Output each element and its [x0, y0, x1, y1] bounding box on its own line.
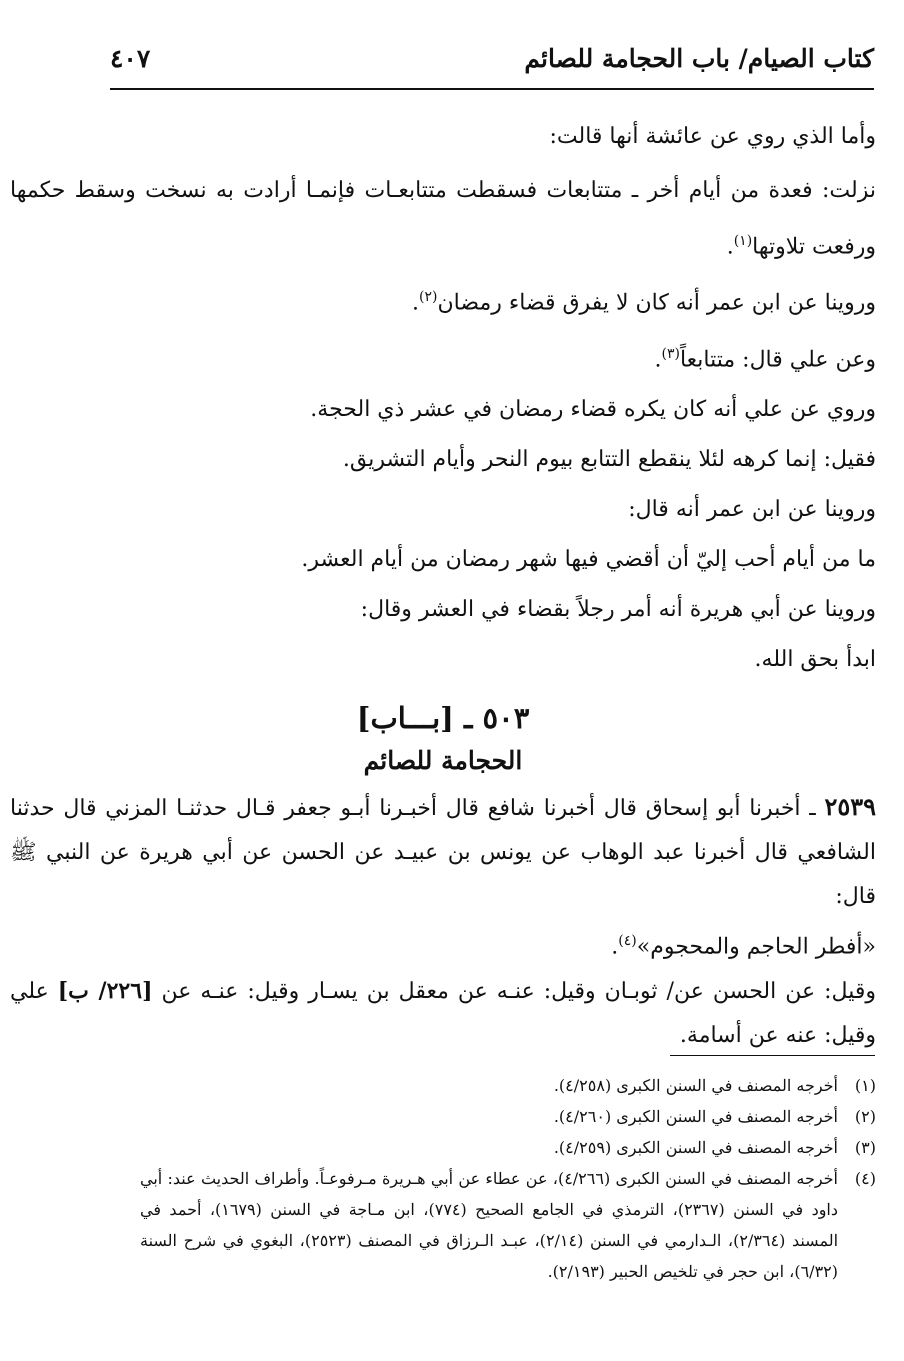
paragraph: وعن علي قال: متتابعاً$^{(٣)}$.	[654, 345, 876, 372]
footnote-number: (٤)	[854, 1169, 876, 1188]
footnote-number: (٢)	[854, 1107, 876, 1126]
paragraph: فقيل: إنما كرهه لئلا ينقطع التتابع بيوم النحر وأيام التشريق.	[342, 446, 876, 472]
footnote-number: (٣)	[854, 1138, 876, 1157]
footnote-ref: (١)	[733, 233, 753, 249]
footnote-ref: (٤)	[618, 932, 637, 949]
folio-reference: [٢٢٦/ ب]	[57, 978, 153, 1005]
hadith-quote: «أفطر الحاجم والمحجوم»$^{(٤)}$.	[611, 932, 876, 960]
paragraph: وروي عن علي أنه كان يكره قضاء رمضان في عشر ذي الحجة.	[310, 396, 876, 422]
footnote-text: أخرجه المصنف في السنن الكبرى (٤/٢٦٠).	[553, 1107, 838, 1126]
footnotes	[140, 1070, 876, 1287]
hadith-text: ٢٥٣٩ ـ أخبرنا أبو إسحاق قال أخبرنا شافع قال أخبـرنا أبـو جعفر قـال حدثنـا المزني قال حدثنا الشافعي قال أخبرنا عبد الوهاب عن يونس بن عبيـد عن الحسن عن أبي هريرة عن النبي ﷺ قال:	[10, 791, 877, 909]
main-text	[10, 112, 876, 1058]
page-number: ٤٠٧	[110, 44, 151, 73]
section-heading: ٥٠٣ ـ [بـــاب]	[356, 700, 530, 735]
paragraph: نزلت: فعدة من أيام أخر ـ متتابعات فسقطت متتابعـات فإنمـا أرادت به نسخت وسقط حكمها ورفعت تلاوتها$^{(١)}$.	[10, 178, 876, 260]
footnote-separator	[670, 1055, 875, 1056]
paragraph: ما من أيام أحب إليّ أن أقضي فيها شهر رمضان من أيام العشر.	[301, 546, 876, 572]
section-subheading: الحجامة للصائم	[363, 745, 523, 775]
paragraph: وروينا عن ابن عمر أنه قال:	[628, 496, 876, 522]
hadith-block	[10, 785, 876, 1058]
footnote	[140, 1070, 876, 1101]
footnote	[140, 1132, 876, 1163]
hadith-number: ٢٥٣٩	[824, 791, 877, 821]
footnote-number: (١)	[854, 1076, 876, 1095]
footnote-ref: (٢)	[419, 289, 438, 306]
running-title: كتاب الصيام/ باب الحجامة للصائم	[524, 44, 874, 73]
footnote-text: أخرجه المصنف في السنن الكبرى (٤/٢٥٨).	[553, 1076, 838, 1095]
hadith-chain: وقيل: عن الحسن عن/ ثوبـان وقيل: عنـه عن معقل بن يسـار وقيل: عنـه عن [٢٢٦/ ب] علي وقيل: عنه عن أسامة.	[10, 978, 876, 1049]
paragraph: وروينا عن ابن عمر أنه كان لا يفرق قضاء رمضان$^{(٢)}$.	[412, 289, 876, 316]
page-header	[110, 38, 874, 90]
footnote	[140, 1101, 876, 1132]
footnote-ref: (٣)	[661, 345, 680, 362]
footnote-text: أخرجه المصنف في السنن الكبرى (٤/٢٥٩).	[553, 1138, 838, 1157]
paragraph: وأما الذي روي عن عائشة أنها قالت:	[549, 124, 876, 149]
footnote	[140, 1163, 876, 1287]
paragraph: ابدأ بحق الله.	[754, 646, 876, 672]
paragraph: وروينا عن أبي هريرة أنه أمر رجلاً بقضاء في العشر وقال:	[360, 596, 876, 622]
footnote-text: أخرجه المصنف في السنن الكبرى (٤/٢٦٦)، عن عطاء عن أبي هـريرة مـرفوعـاً. وأطراف الحديث عند: أبي داود في السنن (٢٣٦٧)، الترمذي في الجامع الصحيح (٧٧٤)، ابن مـاجة في السنن (١٦٧٩)، أحمد في المسند (٢/٣٦٤)، الـدارمي في السنن (٢/١٤)، عبـد الـرزاق في المصنف (٢٥٢٣)، البغوي في شرح السنة (٦/٣٢)، ابن حجر في تلخيص الحبير (٢/١٩٣).	[140, 1169, 839, 1281]
